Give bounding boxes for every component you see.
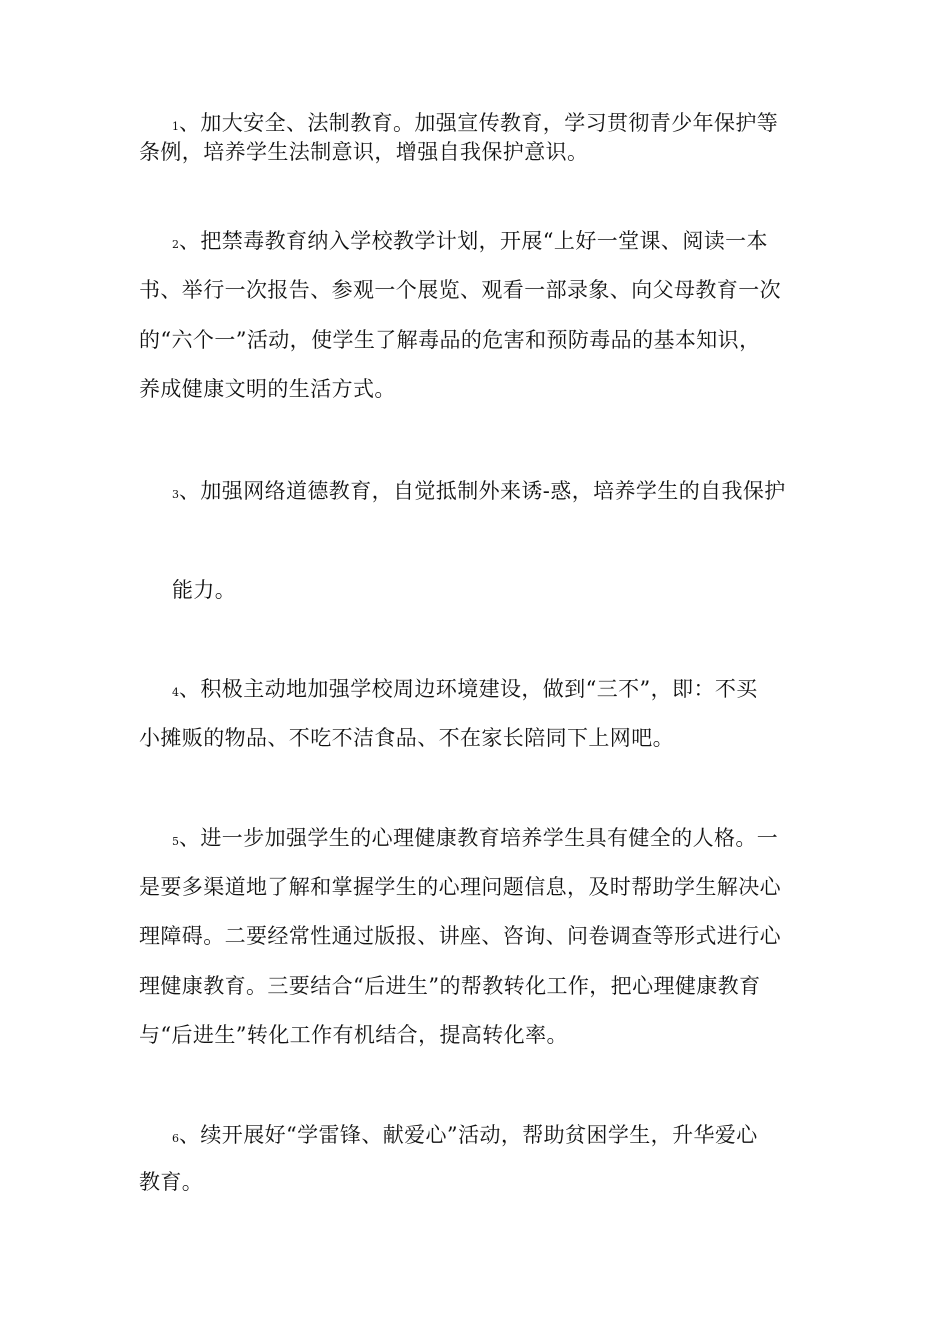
- paragraph-number: 4: [172, 686, 179, 699]
- paragraph-line: 能力。: [172, 578, 237, 602]
- paragraph-line: 与“后进生”转化工作有机结合，提高转化率。: [139, 1023, 568, 1047]
- paragraph-line: 理障碍。二要经常性通过版报、讲座、咨询、问卷调查等形式进行心: [139, 924, 781, 948]
- paragraph-text: 、加强网络道德教育，自觉抵制外来诱-惑，培养学生的自我保护: [179, 479, 786, 503]
- paragraph-line: [172, 674, 758, 708]
- paragraph-text: 、进一步加强学生的心理健康教育培养学生具有健全的人格。一: [179, 826, 779, 850]
- paragraph-line: [172, 823, 778, 857]
- paragraph-number: 6: [172, 1132, 179, 1145]
- paragraph-line: 教育。: [139, 1170, 204, 1194]
- paragraph-line: 书、举行一次报告、参观一个展览、观看一部录象、向父母教育一次: [139, 278, 781, 302]
- paragraph-line: 理健康教育。三要结合“后进生”的帮教转化工作，把心理健康教育: [139, 974, 761, 998]
- paragraph-line: 是要多渠道地了解和掌握学生的心理问题信息，及时帮助学生解决心: [139, 875, 781, 899]
- paragraph-text: 、加大安全、法制教育。加强宣传教育，学习贯彻青少年保护等: [179, 111, 779, 135]
- paragraph-line: 的“六个一”活动，使学生了解毒品的危害和预防毒品的基本知识，: [139, 328, 761, 352]
- paragraph-number: 1: [172, 120, 179, 133]
- paragraph-line: [172, 226, 768, 260]
- paragraph-text: 、把禁毒教育纳入学校教学计划，开展“上好一堂课、阅读一本: [179, 229, 768, 253]
- paragraph-line: [172, 476, 786, 510]
- paragraph-text: 、续开展好“学雷锋、献爱心”活动，帮助贫困学生，升华爱心: [179, 1123, 758, 1147]
- paragraph-line: 条例，培养学生法制意识，增强自我保护意识。: [139, 140, 589, 164]
- paragraph-line: 小摊贩的物品、不吃不洁食品、不在家长陪同下上网吧。: [139, 726, 674, 750]
- paragraph-number: 5: [172, 835, 179, 848]
- paragraph-text: 、积极主动地加强学校周边环境建设，做到“三不”，即：不买: [179, 677, 758, 701]
- paragraph-number: 3: [172, 488, 179, 501]
- paragraph-line: 养成健康文明的生活方式。: [139, 377, 396, 401]
- paragraph-line: [172, 1120, 758, 1154]
- paragraph-number: 2: [172, 238, 179, 251]
